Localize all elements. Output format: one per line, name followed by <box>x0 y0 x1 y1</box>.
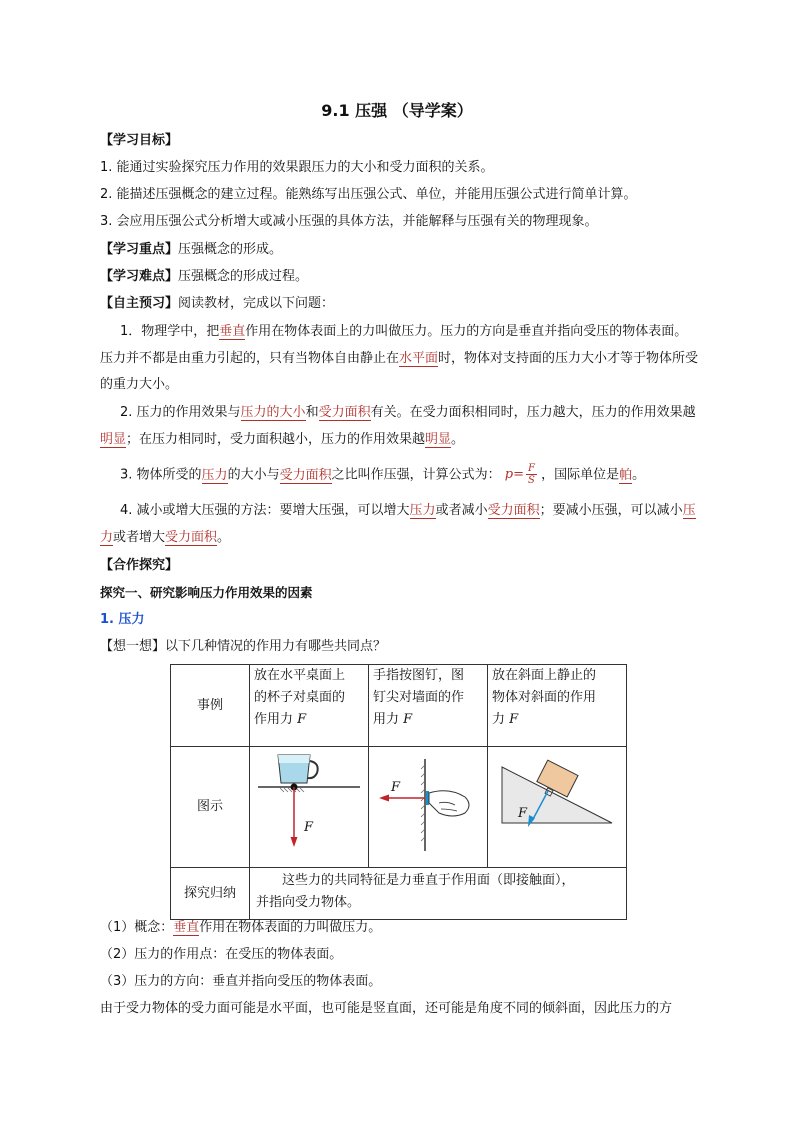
case-pin-line1: 手指按图钉，图 <box>373 668 465 683</box>
q1-text-b: 作用在物体表面上的力叫做压力。压力的方向是垂直并指向受压的物体表面。 <box>245 324 688 339</box>
answer-blank: 力 <box>100 530 114 545</box>
difficulty <box>100 267 730 287</box>
q2-line1 <box>120 403 750 423</box>
objectives-heading: 【学习目标】 <box>100 133 179 148</box>
think-text: 以下几种情况的作用力有哪些共同点？ <box>165 639 387 654</box>
answer-blank: 压力 <box>409 503 436 518</box>
cup-on-table-figure <box>250 747 368 859</box>
answer-blank: 垂直 <box>173 920 200 935</box>
case-cup-line2: 的杯子对桌面的 <box>254 690 346 705</box>
answer-blank: 受力面积 <box>487 503 540 518</box>
summary-line1: 这些力的共同特征是力垂直于作用面（即接触面）， <box>282 873 575 888</box>
q1-line1 <box>120 322 750 342</box>
case-slope-line3 <box>492 709 622 731</box>
difficulty-label: 【学习难点】 <box>100 269 179 284</box>
row-head-summary: 探究归纳 <box>171 868 250 920</box>
case-cup-line1: 放在水平桌面上 <box>254 668 346 683</box>
q2-text-d: ；在压力相同时，受力面积越小，压力的作用效果越 <box>126 432 426 447</box>
point-of-action: （2）压力的作用点：在受压的物体表面。 <box>100 947 343 962</box>
force-label: F <box>518 806 528 821</box>
case-cup-line3 <box>254 709 364 731</box>
figure-cup <box>250 747 369 868</box>
preview <box>100 294 730 314</box>
block-on-slope-figure <box>488 747 620 859</box>
answer-blank: 受力面积 <box>279 467 332 483</box>
answer-blank: 水平面 <box>399 351 439 366</box>
figure-pin <box>369 747 488 868</box>
case-pin <box>369 665 488 747</box>
q4-text-d: 或者增大 <box>113 530 166 545</box>
case-slope <box>488 665 627 747</box>
figure-slope <box>488 747 627 868</box>
answer-blank: 压力的大小 <box>240 405 306 420</box>
think-label: 【想一想】 <box>100 639 166 654</box>
formula-p: p= <box>504 467 524 482</box>
q3-text-d: ，国际单位是 <box>541 467 620 483</box>
q2-text-c: 有关。在受力面积相同时，压力越大，压力的作用效果越 <box>370 405 696 420</box>
summary-cell <box>250 868 627 920</box>
answer-blank: 明显 <box>425 432 452 447</box>
q2-line2 <box>100 430 730 450</box>
q1-text-c: 压力并不都是由重力引起的，只有当物体自由静止在 <box>100 351 400 366</box>
case-cup-text: 作用力 <box>254 712 298 727</box>
formula-fraction <box>526 463 537 486</box>
q3-text-b: 的大小与 <box>227 467 280 483</box>
q4-line2 <box>100 528 730 548</box>
case-slope-line1: 放在斜面上静止的 <box>492 668 597 683</box>
q1-text-d: 时，物体对支持面的压力大小才等于物体所受 <box>438 351 699 366</box>
closing-paragraph: 由于受力物体的受力面可能是水平面，也可能是竖直面，还可能是角度不同的倾斜面，因此压力的方 <box>100 1001 673 1016</box>
key-point-text: 压强概念的形成。 <box>178 242 283 257</box>
force-label: F <box>391 780 401 795</box>
case-cup <box>250 665 369 747</box>
table-row <box>171 747 627 868</box>
key-point-label: 【学习重点】 <box>100 242 179 257</box>
q1-line3: 的重力大小。 <box>100 377 179 392</box>
q3-line <box>120 462 750 489</box>
answer-blank: 受力面积 <box>165 530 218 545</box>
answer-blank: 压力 <box>201 467 228 483</box>
case-pin-text: 用力 <box>373 712 404 727</box>
case-pin-line3 <box>373 709 483 731</box>
q3-text-e: 。 <box>632 467 646 483</box>
difficulty-text: 压强概念的形成过程。 <box>178 269 309 284</box>
row-head-figure: 图示 <box>171 747 250 868</box>
q2-text-e: 。 <box>451 432 465 447</box>
q3-text-c: 之比叫作压强，计算公式为： <box>331 467 501 483</box>
preview-text: 阅读教材，完成以下问题： <box>178 296 335 311</box>
answer-blank: 帕 <box>619 467 633 483</box>
force-label: F <box>304 820 314 835</box>
examples-table <box>170 664 627 920</box>
concept-text: 作用在物体表面的力叫做压力。 <box>199 920 382 935</box>
formula-numerator: F <box>527 463 535 474</box>
answer-blank: 垂直 <box>219 324 246 339</box>
key-point <box>100 240 730 260</box>
objective-1: 1. 能通过实验探究压力作用的效果跟压力的大小和受力面积的关系。 <box>100 160 494 175</box>
case-pin-line2: 钉尖对墙面的作 <box>373 690 465 705</box>
think-prompt <box>100 637 730 657</box>
q1-line2 <box>100 349 730 369</box>
answer-blank: 压 <box>682 503 696 518</box>
q4-text-a: 4. 减小或增大压强的方法：要增大压强，可以增大 <box>120 503 410 518</box>
answer-blank: 受力面积 <box>318 405 371 420</box>
case-slope-line2: 物体对斜面的作用 <box>492 690 597 705</box>
explore-heading: 探究一、研究影响压力作用效果的因素 <box>100 585 313 600</box>
force-direction: （3）压力的方向：垂直并指向受压的物体表面。 <box>100 974 382 989</box>
table-row <box>171 665 627 747</box>
thumbtack-wall-figure <box>369 747 487 859</box>
coop-heading: 【合作探究】 <box>100 558 179 573</box>
var-f: F <box>297 712 307 727</box>
formula-denominator: S <box>528 475 535 486</box>
row-head-example: 事例 <box>171 665 250 747</box>
case-slope-text: 力 <box>492 712 510 727</box>
q4-line1 <box>120 501 750 521</box>
q1-text-a: 1．物理学中，把 <box>120 324 220 339</box>
q2-text-a: 2. 压力的作用效果与 <box>120 405 241 420</box>
concept-line <box>100 918 730 938</box>
q2-text-b: 和 <box>305 405 319 420</box>
q4-text-e: 。 <box>217 530 231 545</box>
subsection-title: 1. 压力 <box>100 612 145 627</box>
objective-2: 2. 能描述压强概念的建立过程。能熟练写出压强公式、单位，并能用压强公式进行简单计算。 <box>100 187 637 202</box>
var-f: F <box>509 712 519 727</box>
concept-label: （1）概念： <box>100 920 174 935</box>
objective-3: 3. 会应用压强公式分析增大或减小压强的具体方法，并能解释与压强有关的物理现象。 <box>100 214 598 229</box>
summary-line2: 并指向受力物体。 <box>256 895 361 910</box>
answer-blank: 明显 <box>100 432 127 447</box>
var-f: F <box>403 712 413 727</box>
q4-text-c: ；要减小压强，可以减小 <box>539 503 683 518</box>
pressure-formula <box>505 462 537 488</box>
preview-label: 【自主预习】 <box>100 296 179 311</box>
q4-text-b: 或者减小 <box>435 503 488 518</box>
page-title: 9.1 压强 （导学案） <box>321 101 473 120</box>
q3-text-a: 3. 物体所受的 <box>120 467 202 483</box>
table-row <box>171 868 627 920</box>
